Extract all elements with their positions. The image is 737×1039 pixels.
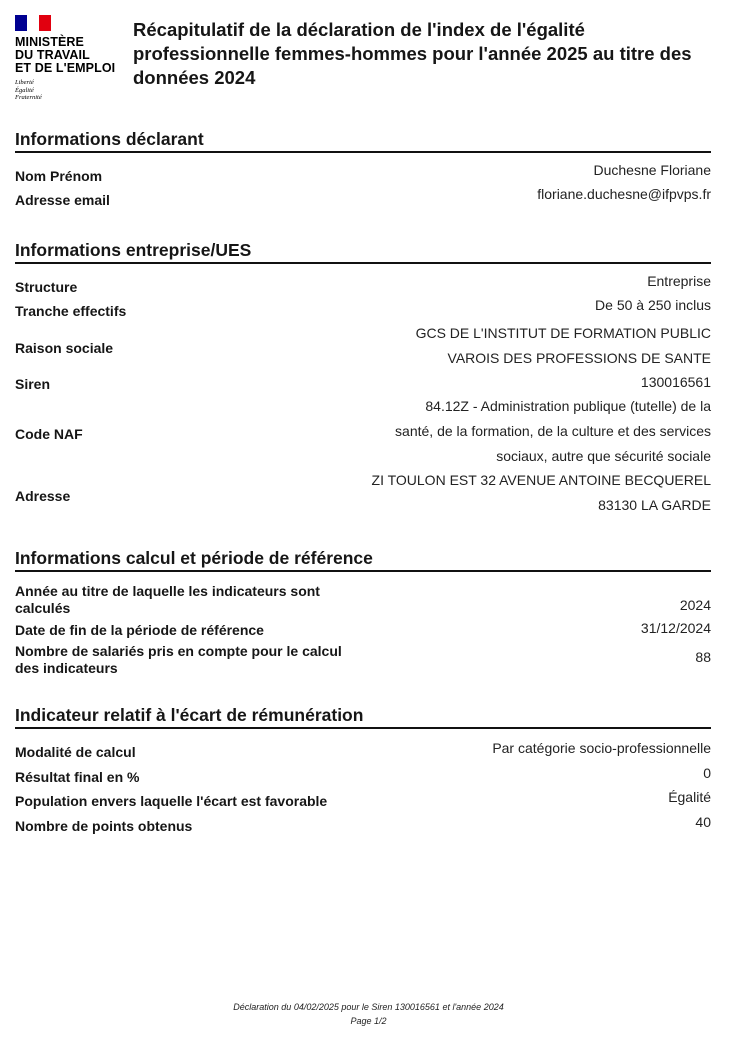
field-value: 88 [695, 649, 711, 665]
section-heading: Informations calcul et période de référence [15, 547, 711, 572]
value-line: santé, de la formation, de la culture et des services [395, 423, 711, 439]
field-label: Adresse email [15, 192, 110, 208]
field-label: Modalité de calcul [15, 744, 136, 760]
field-label: Code NAF [15, 426, 83, 442]
section-heading: Indicateur relatif à l'écart de rémunération [15, 704, 711, 729]
field-value: 31/12/2024 [640, 620, 711, 636]
page-number: Page 1/2 [350, 1016, 387, 1026]
page-footer [0, 1000, 737, 1028]
field-label: Structure [15, 279, 78, 295]
field-value: Égalité [668, 789, 711, 805]
section-heading: Informations déclarant [15, 128, 711, 153]
field-value: De 50 à 250 inclus [595, 297, 711, 313]
french-flag-icon [15, 15, 51, 31]
field-label: Nom Prénom [15, 168, 103, 184]
value-line: VAROIS DES PROFESSIONS DE SANTE [447, 350, 711, 366]
ministry-line-2: DU TRAVAIL [15, 48, 90, 62]
field-value: floriane.duchesne@ifpvps.fr [537, 186, 711, 202]
motto-egalite: Égalité [15, 86, 34, 94]
field-value: Entreprise [647, 273, 711, 289]
ministry-logo [15, 15, 127, 102]
field-value [351, 321, 711, 371]
field-label: Tranche effectifs [15, 303, 127, 319]
field-label: Siren [15, 376, 51, 392]
document-title: Récapitulatif de la déclaration de l'index de l'égalité professionnelle femmes-hommes pour l'année 2025 au titre des données 2024 [133, 19, 692, 88]
section-calcul [15, 547, 711, 676]
section-declarant [15, 128, 711, 208]
value-line: sociaux, autre que sécurité sociale [496, 448, 711, 464]
field-value: Par catégorie socio-professionnelle [492, 740, 711, 756]
ministry-line-3: ET DE L'EMPLOI [15, 61, 116, 75]
republic-motto [15, 79, 127, 102]
field-label: Population envers laquelle l'écart est favorable [15, 793, 328, 809]
value-line: GCS DE L'INSTITUT DE FORMATION PUBLIC [415, 325, 711, 341]
field-value [351, 394, 711, 469]
section-heading: Informations entreprise/UES [15, 239, 711, 264]
field-label: Nombre de points obtenus [15, 818, 193, 834]
field-label: Nombre de salariés pris en compte pour le calcul des indicateurs [15, 643, 342, 676]
field-label: Raison sociale [15, 340, 114, 356]
field-value [351, 468, 711, 518]
field-label: Date de fin de la période de référence [15, 622, 264, 638]
section-remuneration [15, 704, 711, 834]
value-line: 84.12Z - Administration publique (tutelle) de la [425, 398, 711, 414]
field-value: 2024 [679, 597, 711, 613]
field-value: 0 [703, 765, 711, 781]
motto-liberte: Liberté [15, 79, 34, 86]
field-value: Duchesne Floriane [593, 162, 711, 178]
ministry-name [15, 36, 127, 75]
ministry-line-1: MINISTÈRE [15, 35, 84, 49]
field-label: Année au titre de laquelle les indicateurs sont calculés [15, 583, 320, 616]
value-line: 83130 LA GARDE [598, 497, 711, 513]
field-value: 40 [695, 814, 711, 830]
field-label: Adresse [15, 488, 71, 504]
section-entreprise [15, 239, 711, 513]
field-value: 130016561 [640, 374, 711, 390]
field-label: Résultat final en % [15, 769, 140, 785]
value-line: ZI TOULON EST 32 AVENUE ANTOINE BECQUEREL [371, 472, 711, 488]
footer-declaration: Déclaration du 04/02/2025 pour le Siren 130016561 et l'année 2024 [233, 1002, 504, 1012]
motto-fraternite: Fraternité [15, 94, 42, 101]
